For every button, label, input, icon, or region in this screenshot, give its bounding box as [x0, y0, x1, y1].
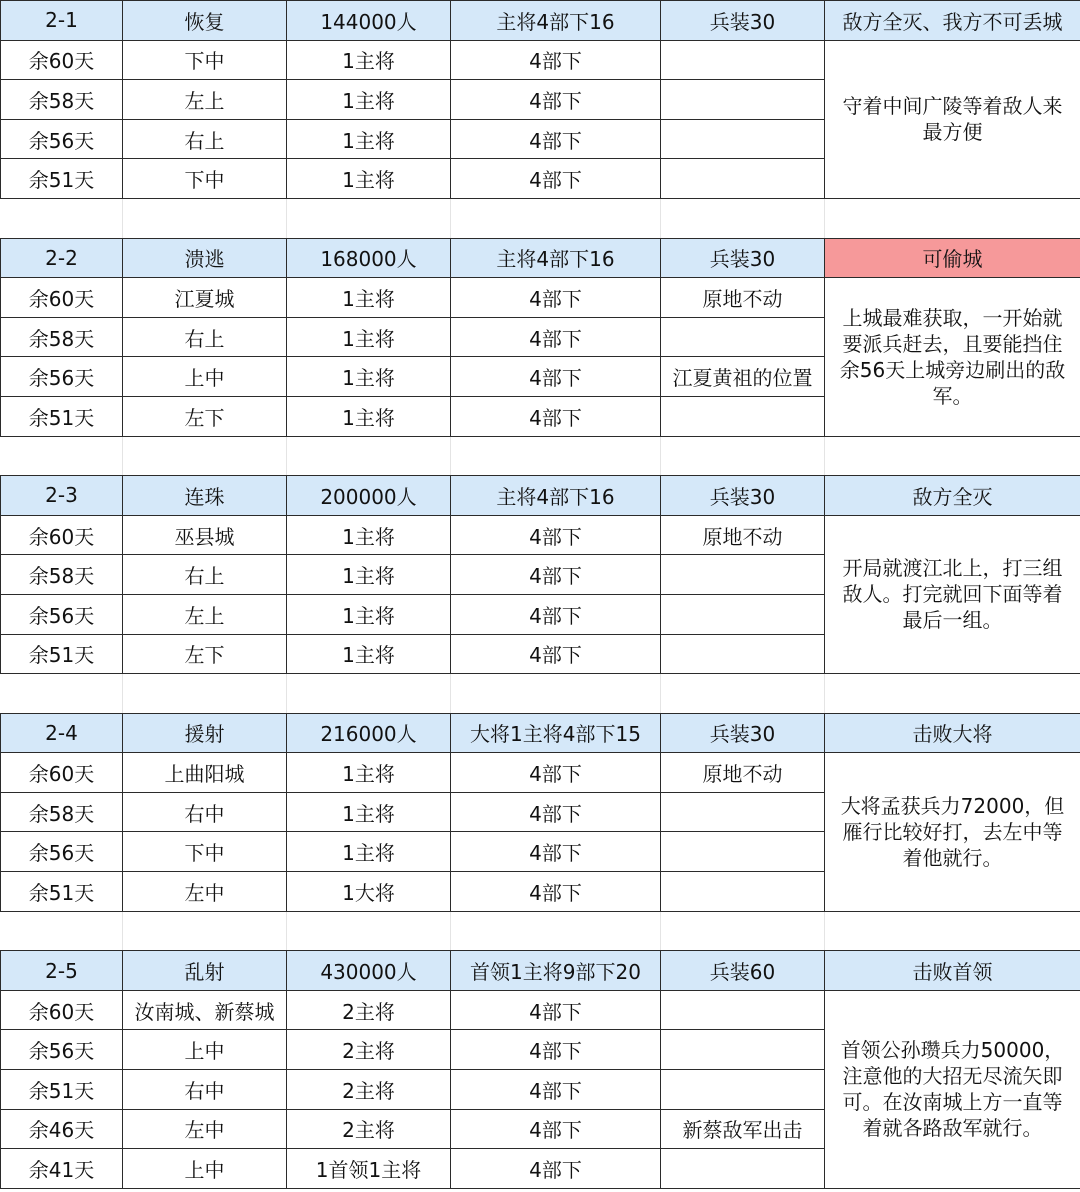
general-cell: 1主将 — [287, 832, 451, 872]
subordinates-cell: 4部下 — [451, 396, 661, 436]
days-remaining-cell: 余58天 — [1, 317, 123, 357]
days-remaining-cell: 余60天 — [1, 278, 123, 318]
subordinates-cell: 4部下 — [451, 792, 661, 832]
strategy-note-cell: 大将孟获兵力72000，但雁行比较好打，去左中等着他就行。 — [825, 753, 1080, 911]
remark-cell — [661, 317, 825, 357]
remark-cell: 原地不动 — [661, 515, 825, 555]
general-cell: 1首领1主将 — [287, 1149, 451, 1189]
subordinates-cell: 4部下 — [451, 990, 661, 1030]
days-remaining-cell: 余56天 — [1, 357, 123, 397]
location-cell: 左中 — [123, 1109, 287, 1149]
strategy-note-cell: 首领公孙瓒兵力50000，注意他的大招无尽流矢即可。在汝南城上方一直等着就各路敌军就行。 — [825, 990, 1080, 1188]
location-cell: 左上 — [123, 80, 287, 120]
stage-name-cell: 连珠 — [123, 476, 287, 516]
spacer-cell — [825, 674, 1080, 714]
subordinates-cell: 4部下 — [451, 1149, 661, 1189]
remark-cell — [661, 792, 825, 832]
troops-cell: 216000人 — [287, 713, 451, 753]
troops-cell: 200000人 — [287, 476, 451, 516]
general-cell: 1主将 — [287, 357, 451, 397]
enemy-composition-cell: 主将4部下16 — [451, 238, 661, 278]
general-cell: 2主将 — [287, 1030, 451, 1070]
equipment-cell: 兵装30 — [661, 713, 825, 753]
days-remaining-cell: 余41天 — [1, 1149, 123, 1189]
remark-cell — [661, 832, 825, 872]
location-cell: 下中 — [123, 159, 287, 199]
location-cell: 左下 — [123, 396, 287, 436]
subordinates-cell: 4部下 — [451, 594, 661, 634]
spacer-cell — [661, 436, 825, 476]
objective-cell: 敌方全灭、我方不可丢城 — [825, 1, 1080, 41]
general-cell: 2主将 — [287, 1109, 451, 1149]
spacer-cell — [661, 674, 825, 714]
days-remaining-cell: 余56天 — [1, 832, 123, 872]
subordinates-cell: 4部下 — [451, 1030, 661, 1070]
spacer-cell — [451, 674, 661, 714]
location-cell: 左中 — [123, 872, 287, 912]
stage-header-row — [1, 1, 1080, 41]
remark-cell — [661, 1030, 825, 1070]
days-remaining-cell: 余51天 — [1, 1070, 123, 1110]
remark-cell: 新蔡敌军出击 — [661, 1109, 825, 1149]
spacer-cell — [825, 911, 1080, 951]
general-cell: 1大将 — [287, 872, 451, 912]
subordinates-cell: 4部下 — [451, 80, 661, 120]
remark-cell — [661, 1149, 825, 1189]
subordinates-cell: 4部下 — [451, 1109, 661, 1149]
remark-cell — [661, 396, 825, 436]
equipment-cell: 兵装30 — [661, 238, 825, 278]
location-cell: 下中 — [123, 832, 287, 872]
remark-cell: 原地不动 — [661, 753, 825, 793]
objective-cell: 敌方全灭 — [825, 476, 1080, 516]
enemy-composition-cell: 大将1主将4部下15 — [451, 713, 661, 753]
remark-cell — [661, 119, 825, 159]
spacer-cell — [287, 674, 451, 714]
stage-id-cell: 2-2 — [1, 238, 123, 278]
spacer-cell — [1, 436, 123, 476]
general-cell: 1主将 — [287, 396, 451, 436]
days-remaining-cell: 余56天 — [1, 1030, 123, 1070]
objective-cell: 击败大将 — [825, 713, 1080, 753]
spacer-cell — [451, 911, 661, 951]
spacer-cell — [1, 911, 123, 951]
general-cell: 1主将 — [287, 594, 451, 634]
location-cell: 左下 — [123, 634, 287, 674]
stage-header-row — [1, 951, 1080, 991]
strategy-note-cell: 上城最难获取，一开始就要派兵赶去，且要能挡住余56天上城旁边刷出的敌军。 — [825, 278, 1080, 436]
location-cell: 下中 — [123, 40, 287, 80]
location-cell: 上中 — [123, 1030, 287, 1070]
general-cell: 1主将 — [287, 515, 451, 555]
remark-cell — [661, 990, 825, 1030]
stage-name-cell: 援射 — [123, 713, 287, 753]
location-cell: 右上 — [123, 119, 287, 159]
subordinates-cell: 4部下 — [451, 634, 661, 674]
strategy-note-cell: 开局就渡江北上，打三组敌人。打完就回下面等着最后一组。 — [825, 515, 1080, 673]
remark-cell — [661, 159, 825, 199]
location-cell: 汝南城、新蔡城 — [123, 990, 287, 1030]
subordinates-cell: 4部下 — [451, 278, 661, 318]
stage-name-cell: 恢复 — [123, 1, 287, 41]
remark-cell: 江夏黄祖的位置 — [661, 357, 825, 397]
general-cell: 1主将 — [287, 634, 451, 674]
stage-id-cell: 2-4 — [1, 713, 123, 753]
spacer-row — [1, 674, 1080, 714]
subordinates-cell: 4部下 — [451, 159, 661, 199]
strategy-note-cell: 守着中间广陵等着敌人来最方便 — [825, 40, 1080, 198]
location-cell: 上曲阳城 — [123, 753, 287, 793]
location-cell: 左上 — [123, 594, 287, 634]
objective-cell: 可偷城 — [825, 238, 1080, 278]
general-cell: 1主将 — [287, 119, 451, 159]
location-cell: 上中 — [123, 357, 287, 397]
remark-cell — [661, 634, 825, 674]
troops-cell: 144000人 — [287, 1, 451, 41]
location-cell: 右上 — [123, 555, 287, 595]
table-row — [1, 278, 1080, 318]
days-remaining-cell: 余58天 — [1, 80, 123, 120]
spacer-cell — [123, 436, 287, 476]
days-remaining-cell: 余60天 — [1, 515, 123, 555]
table-row — [1, 515, 1080, 555]
general-cell: 1主将 — [287, 278, 451, 318]
location-cell: 江夏城 — [123, 278, 287, 318]
subordinates-cell: 4部下 — [451, 832, 661, 872]
subordinates-cell: 4部下 — [451, 515, 661, 555]
days-remaining-cell: 余51天 — [1, 396, 123, 436]
days-remaining-cell: 余51天 — [1, 159, 123, 199]
location-cell: 右上 — [123, 317, 287, 357]
subordinates-cell: 4部下 — [451, 1070, 661, 1110]
remark-cell — [661, 594, 825, 634]
stage-name-cell: 乱射 — [123, 951, 287, 991]
table-row — [1, 753, 1080, 793]
spacer-cell — [1, 198, 123, 238]
equipment-cell: 兵装30 — [661, 476, 825, 516]
remark-cell — [661, 872, 825, 912]
table-row — [1, 990, 1080, 1030]
subordinates-cell: 4部下 — [451, 555, 661, 595]
days-remaining-cell: 余51天 — [1, 872, 123, 912]
days-remaining-cell: 余60天 — [1, 40, 123, 80]
troops-cell: 430000人 — [287, 951, 451, 991]
spacer-cell — [287, 911, 451, 951]
location-cell: 巫县城 — [123, 515, 287, 555]
enemy-composition-cell: 主将4部下16 — [451, 1, 661, 41]
general-cell: 2主将 — [287, 1070, 451, 1110]
days-remaining-cell: 余60天 — [1, 753, 123, 793]
days-remaining-cell: 余56天 — [1, 119, 123, 159]
general-cell: 1主将 — [287, 159, 451, 199]
spacer-row — [1, 198, 1080, 238]
spacer-cell — [825, 436, 1080, 476]
days-remaining-cell: 余56天 — [1, 594, 123, 634]
spacer-cell — [123, 674, 287, 714]
subordinates-cell: 4部下 — [451, 357, 661, 397]
general-cell: 1主将 — [287, 792, 451, 832]
spacer-cell — [825, 198, 1080, 238]
general-cell: 1主将 — [287, 317, 451, 357]
days-remaining-cell: 余58天 — [1, 555, 123, 595]
subordinates-cell: 4部下 — [451, 872, 661, 912]
spacer-cell — [287, 198, 451, 238]
stage-id-cell: 2-1 — [1, 1, 123, 41]
spacer-row — [1, 911, 1080, 951]
spacer-cell — [123, 911, 287, 951]
remark-cell — [661, 80, 825, 120]
troops-cell: 168000人 — [287, 238, 451, 278]
stage-id-cell: 2-3 — [1, 476, 123, 516]
days-remaining-cell: 余46天 — [1, 1109, 123, 1149]
subordinates-cell: 4部下 — [451, 40, 661, 80]
equipment-cell: 兵装30 — [661, 1, 825, 41]
spacer-cell — [661, 911, 825, 951]
spacer-cell — [661, 198, 825, 238]
days-remaining-cell: 余51天 — [1, 634, 123, 674]
stage-header-row — [1, 238, 1080, 278]
spacer-cell — [1, 674, 123, 714]
subordinates-cell: 4部下 — [451, 753, 661, 793]
general-cell: 2主将 — [287, 990, 451, 1030]
location-cell: 右中 — [123, 1070, 287, 1110]
days-remaining-cell: 余58天 — [1, 792, 123, 832]
general-cell: 1主将 — [287, 555, 451, 595]
subordinates-cell: 4部下 — [451, 119, 661, 159]
spacer-cell — [287, 436, 451, 476]
objective-cell: 击败首领 — [825, 951, 1080, 991]
spacer-cell — [451, 198, 661, 238]
subordinates-cell: 4部下 — [451, 317, 661, 357]
remark-cell: 原地不动 — [661, 278, 825, 318]
enemy-composition-cell: 首领1主将9部下20 — [451, 951, 661, 991]
stage-header-row — [1, 476, 1080, 516]
general-cell: 1主将 — [287, 80, 451, 120]
stage-id-cell: 2-5 — [1, 951, 123, 991]
days-remaining-cell: 余60天 — [1, 990, 123, 1030]
general-cell: 1主将 — [287, 40, 451, 80]
remark-cell — [661, 555, 825, 595]
table-row — [1, 40, 1080, 80]
spacer-cell — [451, 436, 661, 476]
stage-header-row — [1, 713, 1080, 753]
equipment-cell: 兵装60 — [661, 951, 825, 991]
spacer-row — [1, 436, 1080, 476]
remark-cell — [661, 1070, 825, 1110]
remark-cell — [661, 40, 825, 80]
stage-name-cell: 溃逃 — [123, 238, 287, 278]
location-cell: 右中 — [123, 792, 287, 832]
spacer-cell — [123, 198, 287, 238]
location-cell: 上中 — [123, 1149, 287, 1189]
enemy-composition-cell: 主将4部下16 — [451, 476, 661, 516]
general-cell: 1主将 — [287, 753, 451, 793]
